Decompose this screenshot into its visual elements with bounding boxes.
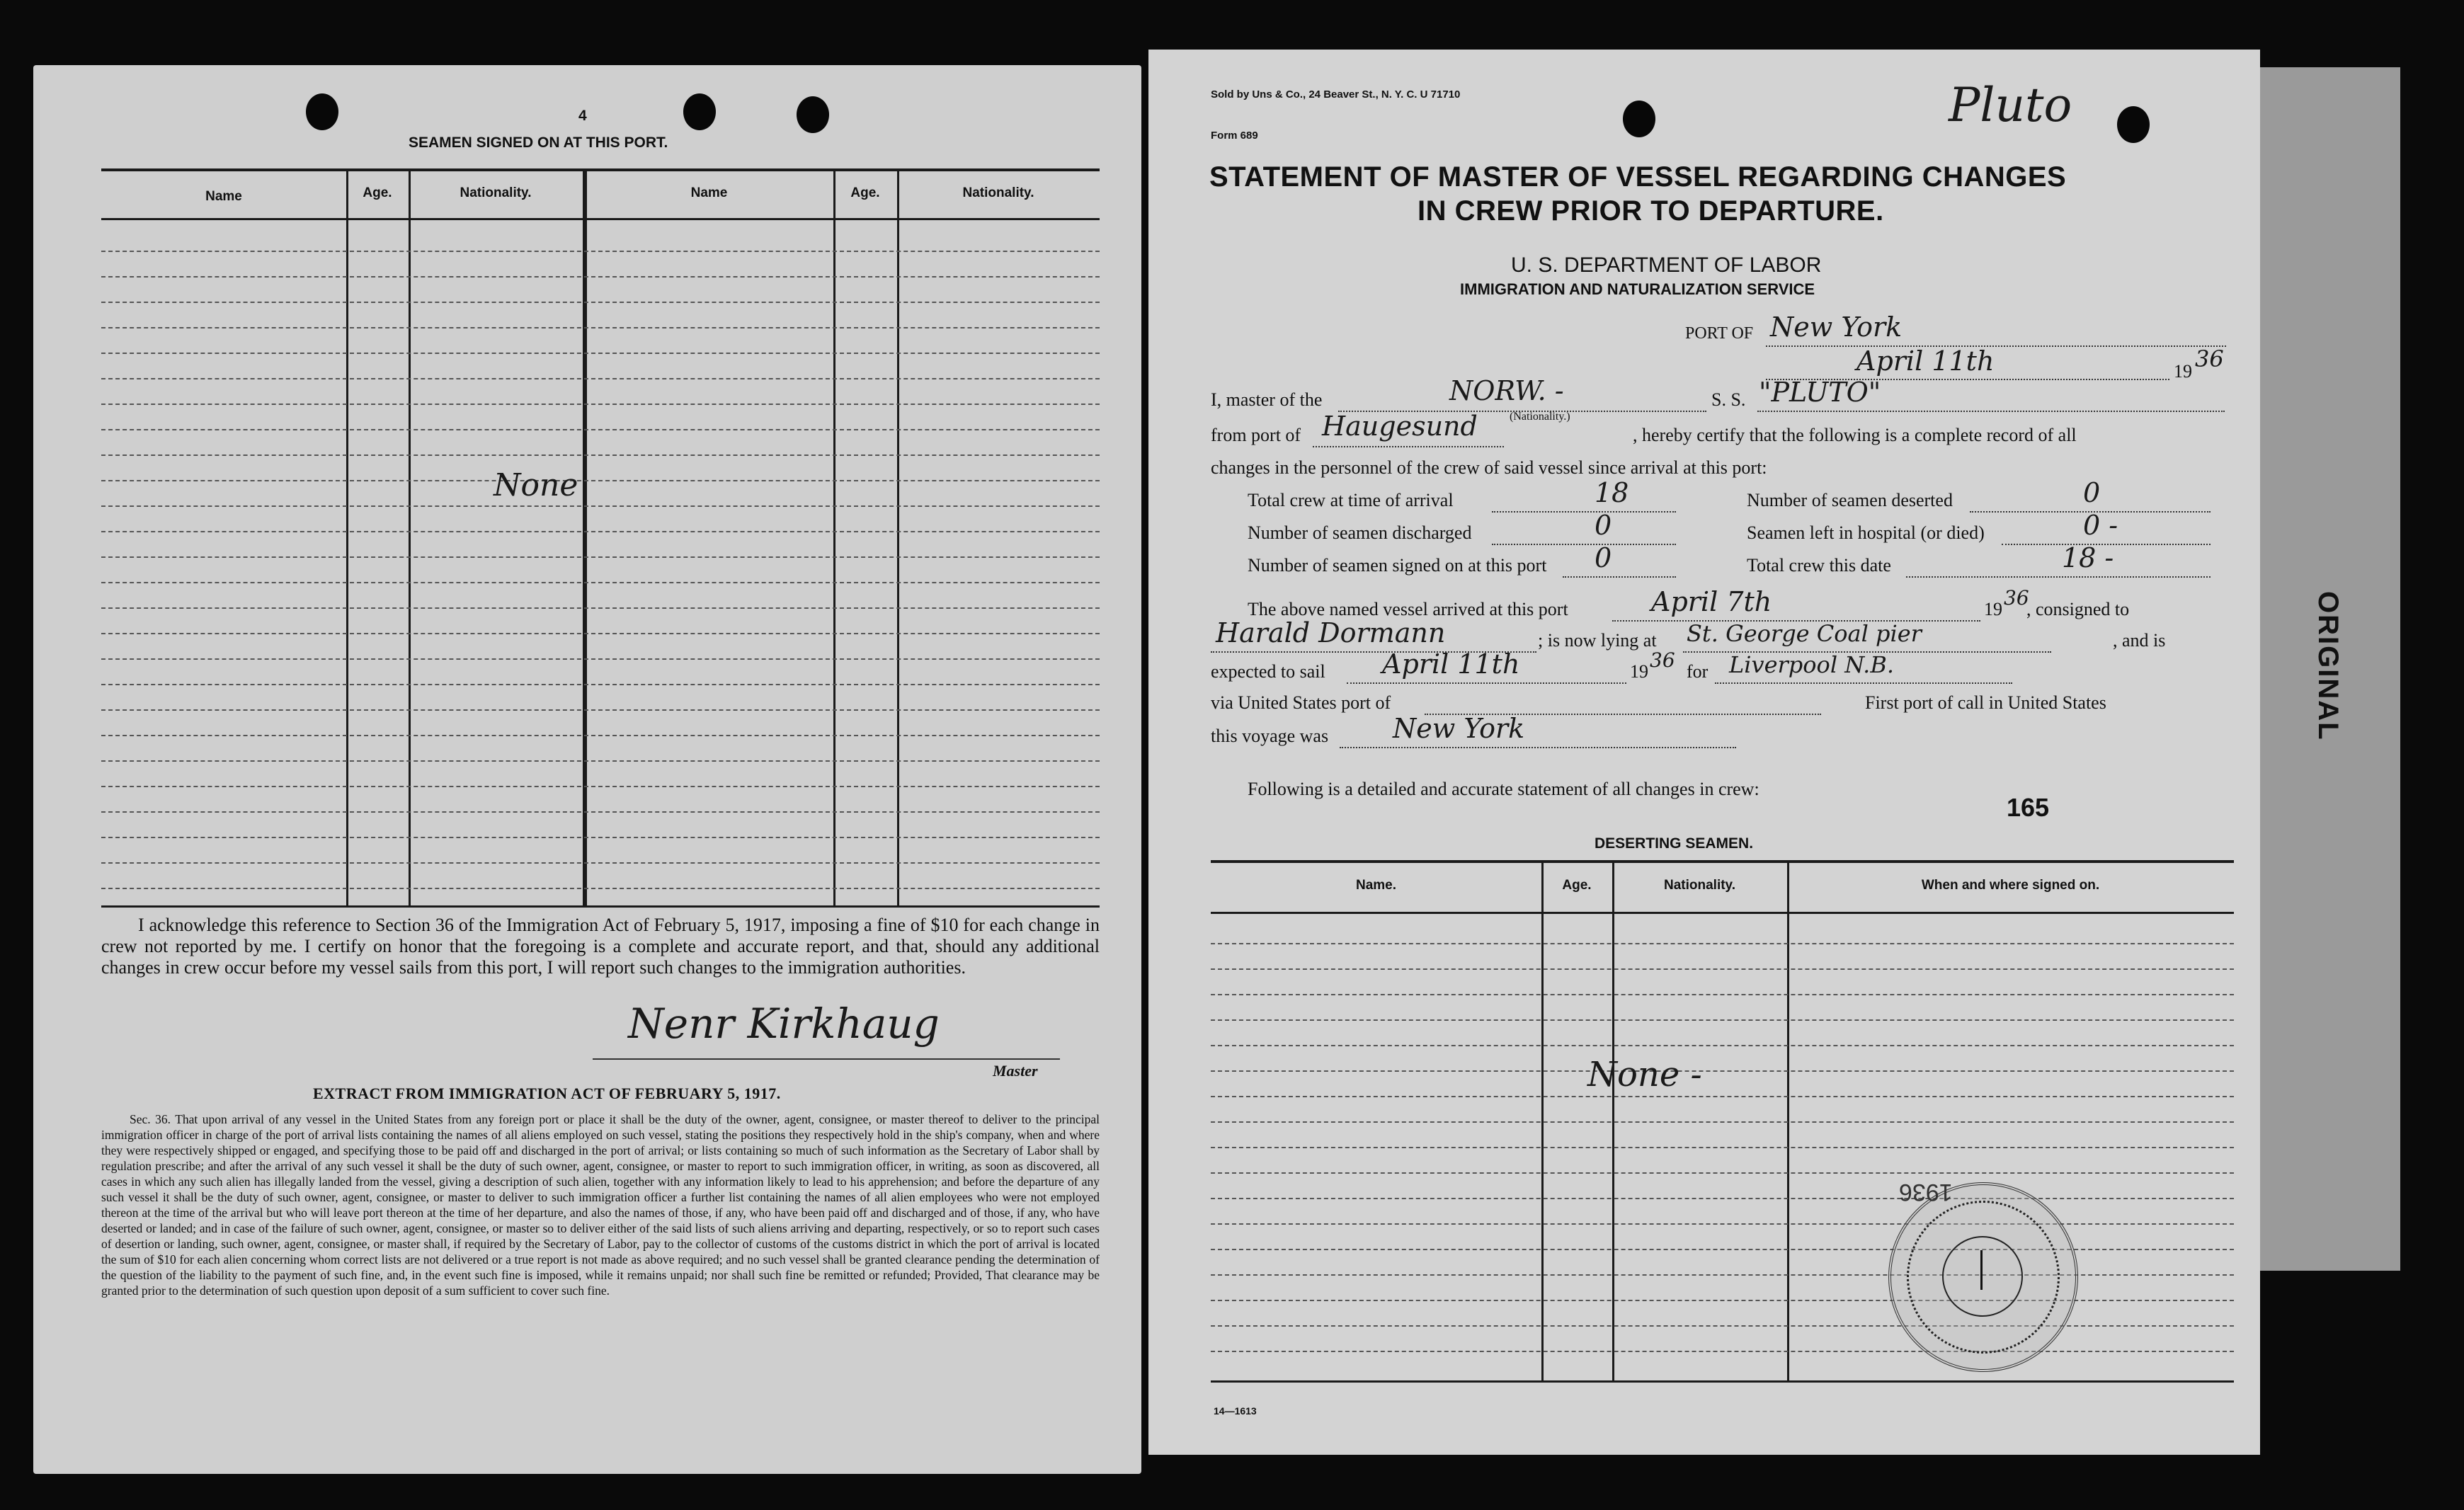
ship-value: "PLUTO" bbox=[1759, 377, 1881, 408]
arrived-year-prefix: 19 bbox=[1984, 599, 2002, 619]
extract-title: EXTRACT FROM IMMIGRATION ACT OF FEBRUARY 5, 1917. bbox=[313, 1085, 781, 1102]
consigned-label: , consigned to bbox=[2026, 599, 2130, 619]
form-number: Form 689 bbox=[1211, 130, 1258, 142]
form-title-line2: IN CREW PRIOR TO DEPARTURE. bbox=[1418, 195, 1884, 227]
deserting-title: DESERTING SEAMEN. bbox=[1595, 835, 1754, 852]
column-header: Nationality. bbox=[962, 185, 1034, 200]
for-label: for bbox=[1687, 661, 1709, 682]
master-of-label: I, master of the bbox=[1211, 389, 1323, 410]
lying-label: ; is now lying at bbox=[1538, 630, 1657, 651]
expected-value: April 11th bbox=[1382, 648, 1520, 680]
stamp-number: 165 bbox=[2007, 793, 2050, 822]
punch-hole bbox=[797, 96, 829, 133]
back-sheet bbox=[2237, 67, 2400, 1271]
consignee-value: Harald Dormann bbox=[1216, 617, 1446, 648]
column-header: Age. bbox=[850, 185, 880, 200]
right-page bbox=[1148, 50, 2260, 1455]
department-name: U. S. DEPARTMENT OF LABOR bbox=[1511, 253, 1822, 277]
column-header: Name bbox=[205, 189, 242, 204]
signature-line bbox=[593, 1058, 1060, 1060]
column-header: Nationality. bbox=[1664, 878, 1735, 893]
first-port-label: First port of call in United States bbox=[1865, 692, 2106, 713]
total-arrival-value: 18 bbox=[1595, 477, 1629, 508]
from-port-label: from port of bbox=[1211, 425, 1301, 445]
arrived-label: The above named vessel arrived at this port bbox=[1248, 599, 1568, 619]
extract-text: Sec. 36. That upon arrival of any vessel in the United States from any foreign port or place it shall be the duty of the owner, agent, consignee, or master thereof to deliver to the principal immigration officer in charge of the port of arrival lists containing the names of all aliens employed on such vessel, stating the positions they respectively hold in the ship's company, when and where they were respectively shipped or engaged, and specifying those to be paid off and discharged in the port of arrival; or lists containing so much of such information as the Secretary of Labor shall by regulation prescribe; and after the arrival of any such vessel it shall be the duty of such owner, agent, consignee, or master to report to such immigration officer, in writing, as soon as discovered, all cases in which any such alien has illegally landed from the vessel, giving a description of such alien, together with any information likely to lead to his apprehension; and before the departure of any such vessel it shall be the duty of such owner, agent, consignee, or master to deliver to such immigration officer a further list containing the names of all alien employees who were not employed thereon at the time of the arrival but who will leave port thereon at the time of her departure, and also the names of those, if any, who have been paid off and discharged and of those, if any, who have deserted or landed; and in case of the failure of such owner, agent, consignee, or master so to deliver either of the said lists of such aliens arriving and departing, respectively, or so to report such cases of desertion or landing, such owner, agent, consignee, or master shall, if required by the Secretary of Labor, pay to the collector of customs of the customs district in which the port of arrival is located the sum of $10 for each alien concerning whom correct lists are not delivered or a true report is not made as above required; and no such vessel shall be granted clearance pending the determination of the question of the liability to the payment of such fine, and, in the event such fine is imposed, while it remains unpaid; nor shall such fine be remitted or refunded; Provided, That clearance may be granted prior to the determination of such question upon deposit of a sum sufficient to cover such fine. bbox=[101, 1112, 1100, 1298]
master-signature: Nenr Kirkhaug bbox=[628, 1000, 940, 1048]
stamp-year: 1936 bbox=[1899, 1179, 1953, 1206]
and-is-label: , and is bbox=[2113, 630, 2166, 651]
total-date-label: Total crew this date bbox=[1747, 555, 1891, 576]
column-header: Name. bbox=[1355, 878, 1397, 893]
port-value: New York bbox=[1770, 311, 1903, 343]
hospital-label: Seamen left in hospital (or died) bbox=[1747, 522, 1985, 543]
total-date-value: 18 - bbox=[2062, 542, 2114, 573]
handwritten-ship-name: Pluto bbox=[1949, 78, 2072, 132]
column-header: When and where signed on. bbox=[1921, 878, 2100, 893]
printer-line: Sold by Uns & Co., 24 Beaver St., N. Y. C. U 71710 bbox=[1211, 88, 1461, 101]
punch-hole bbox=[1623, 101, 1655, 137]
acknowledgement-text: I acknowledge this reference to Section 36 of the Immigration Act of February 5, 1917, imposing a fine of $10 for each change in crew not reported by me. I certify on honor that the foregoing is a complete and accurate report, and that, should any additional changes in crew occur before my vessel sails from this port, I will report such changes to the immigration authorities. bbox=[101, 915, 1100, 978]
date-value: April 11th bbox=[1856, 345, 1995, 377]
page-number: 4 bbox=[578, 108, 587, 124]
punch-hole bbox=[683, 93, 716, 130]
form-title-line1: STATEMENT OF MASTER OF VESSEL REGARDING CHANGES bbox=[1209, 161, 2067, 193]
arrived-year: 36 bbox=[2004, 586, 2029, 610]
section-title: SEAMEN SIGNED ON AT THIS PORT. bbox=[409, 135, 668, 151]
column-header: Age. bbox=[1562, 878, 1592, 893]
from-port-value: Haugesund bbox=[1322, 411, 1478, 442]
nationality-caption: (Nationality.) bbox=[1510, 411, 1570, 423]
certify-text: , hereby certify that the following is a complete record of all bbox=[1633, 425, 2077, 445]
column-header: Age. bbox=[363, 185, 392, 200]
immigration-stamp bbox=[1888, 1182, 2078, 1372]
expected-year: 36 bbox=[1650, 648, 1675, 672]
punch-hole bbox=[2117, 106, 2150, 143]
ss-label: S. S. bbox=[1711, 389, 1746, 410]
voyage-label: this voyage was bbox=[1211, 726, 1329, 746]
expected-year-prefix: 19 bbox=[1630, 661, 1648, 682]
following-label: Following is a detailed and accurate statement of all changes in crew: bbox=[1248, 779, 1759, 799]
discharged-label: Number of seamen discharged bbox=[1248, 522, 1472, 543]
nationality-value: NORW. - bbox=[1449, 375, 1564, 406]
punch-hole bbox=[306, 93, 338, 130]
footer-code: 14—1613 bbox=[1214, 1405, 1257, 1417]
year-prefix: 19 bbox=[2174, 361, 2192, 382]
none-entry: None bbox=[494, 467, 578, 503]
discharged-value: 0 bbox=[1595, 510, 1612, 541]
signature-caption: Master bbox=[993, 1062, 1038, 1080]
expected-label: expected to sail bbox=[1211, 661, 1325, 682]
deserted-value: 0 bbox=[2083, 477, 2101, 508]
for-value: Liverpool N.B. bbox=[1729, 651, 1895, 678]
arrived-value: April 7th bbox=[1651, 586, 1772, 617]
column-header: Name bbox=[690, 185, 728, 200]
year-value: 36 bbox=[2195, 345, 2224, 372]
signed-on-label: Number of seamen signed on at this port bbox=[1248, 555, 1547, 576]
column-header: Nationality. bbox=[460, 185, 532, 200]
original-label: ORIGINAL bbox=[2312, 591, 2344, 741]
total-arrival-label: Total crew at time of arrival bbox=[1248, 490, 1454, 510]
lying-value: St. George Coal pier bbox=[1687, 620, 1922, 647]
signed-on-value: 0 bbox=[1595, 542, 1612, 573]
voyage-value: New York bbox=[1393, 713, 1525, 744]
changes-text: changes in the personnel of the crew of said vessel since arrival at this port: bbox=[1211, 457, 1767, 478]
service-name: IMMIGRATION AND NATURALIZATION SERVICE bbox=[1460, 280, 1815, 298]
deserted-label: Number of seamen deserted bbox=[1747, 490, 1953, 510]
none-entry: None - bbox=[1587, 1055, 1702, 1094]
via-label: via United States port of bbox=[1211, 692, 1391, 713]
hospital-value: 0 - bbox=[2083, 510, 2118, 541]
port-label: PORT OF bbox=[1685, 324, 1754, 343]
left-page bbox=[33, 65, 1141, 1474]
